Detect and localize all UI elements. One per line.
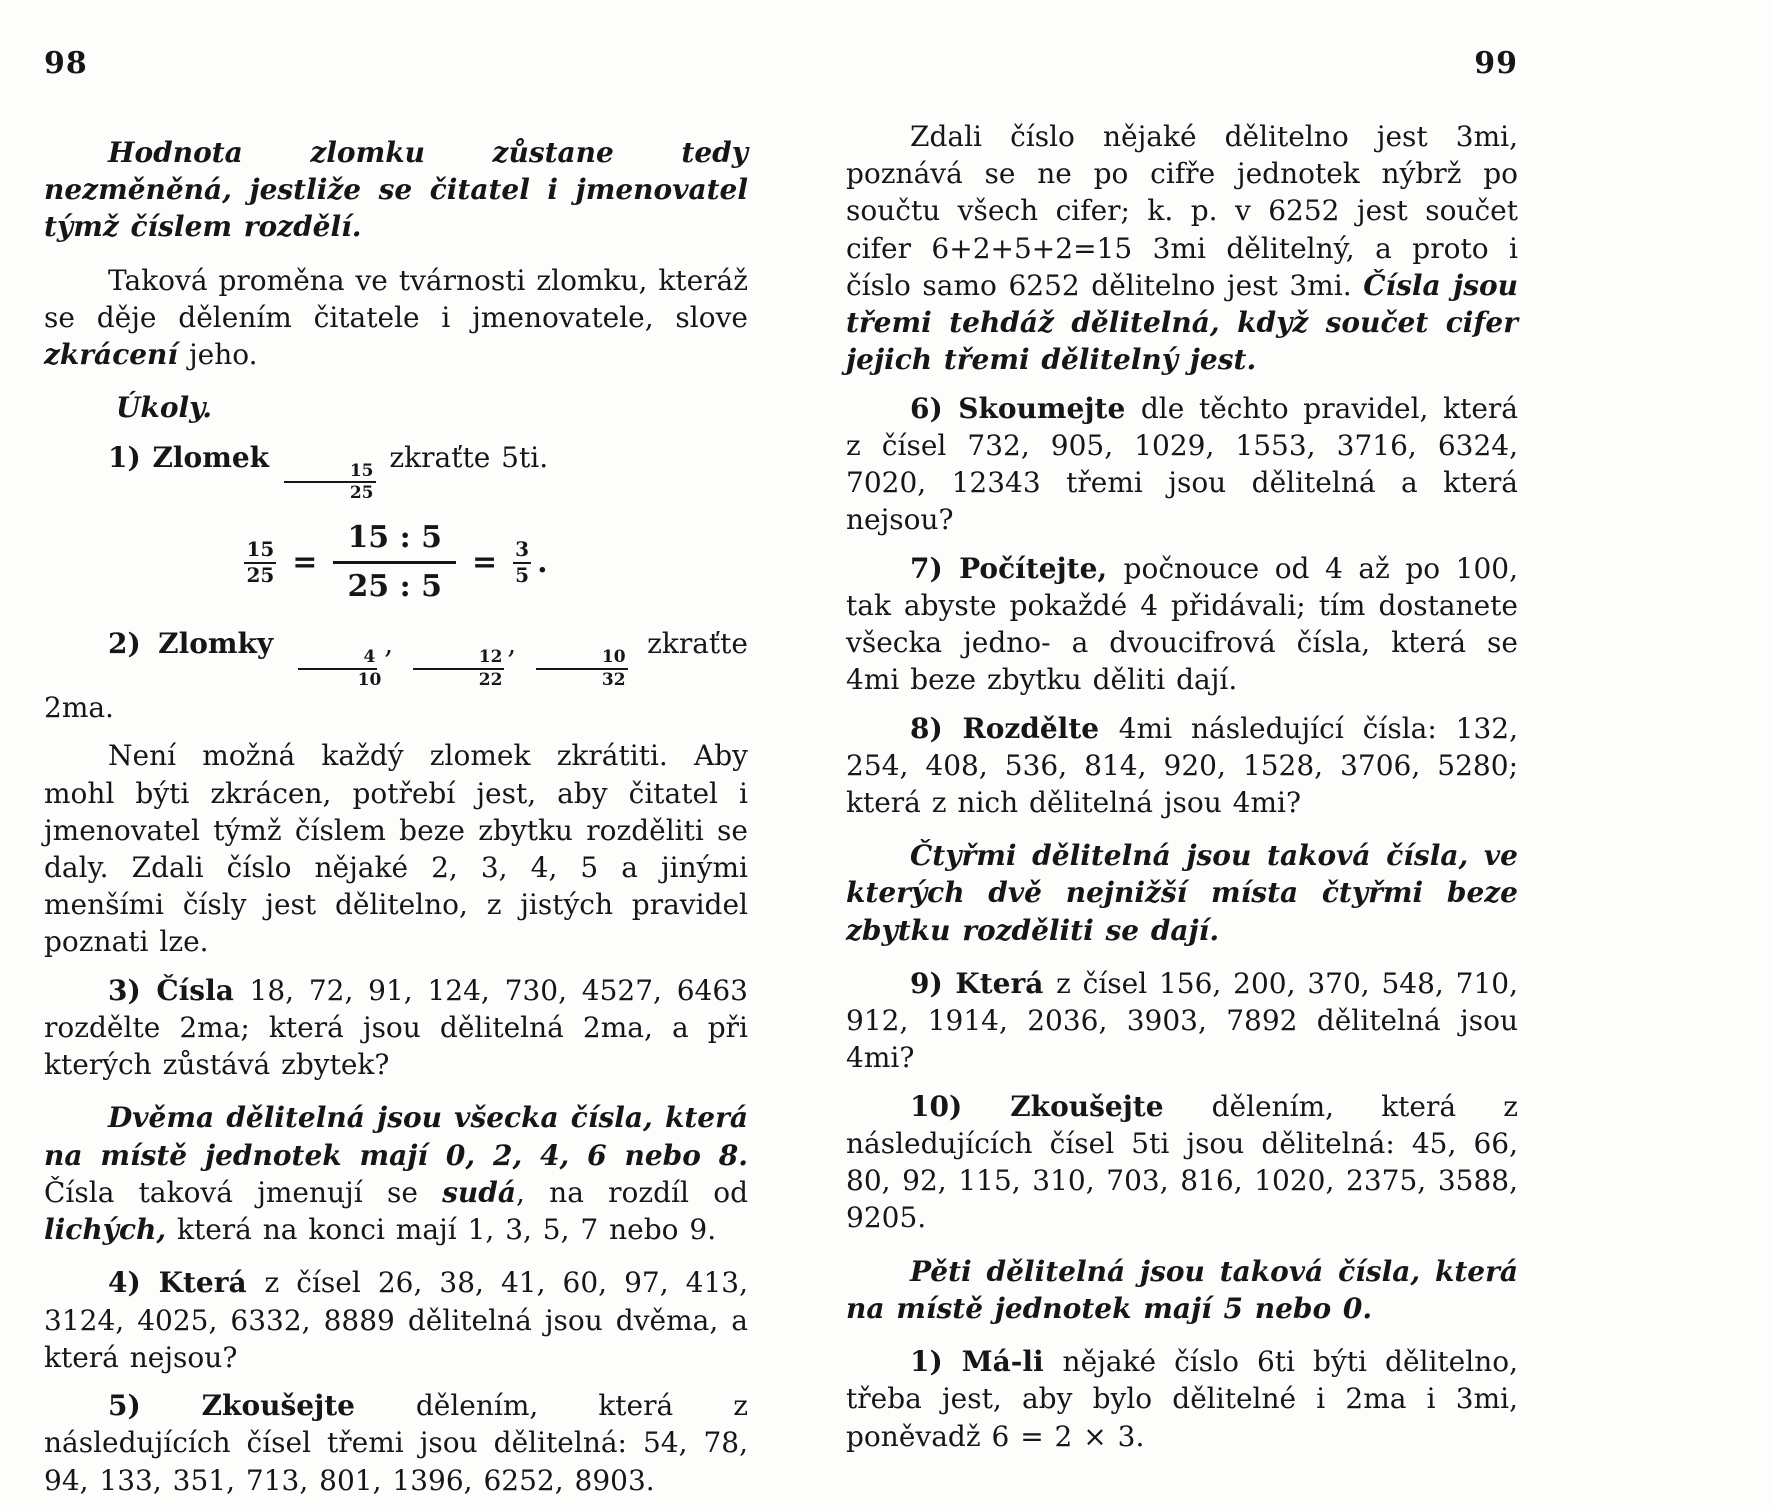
text-run: z čísel 156, 200, 370, 548, 710, 912, 1914, 2036, 3903, 7892 dělitelná jsou 4mi?	[846, 966, 1518, 1075]
exercise-8	[846, 710, 1518, 822]
text-run: zkraťte 2ma.	[44, 627, 748, 725]
text-run: Taková proměna ve tvárnosti zlomku, kteráž se děje dělením čitatele i jmenovatele, slove	[44, 263, 748, 334]
emphasized-text: Úkoly.	[116, 391, 212, 425]
reduction-equation	[44, 520, 748, 605]
rule-paragraph	[44, 134, 748, 246]
rule-paragraph	[846, 1253, 1518, 1327]
emphasized-text: Dvěma dělitelná jsou všecka čísla, která na místě jednotek mají 0, 2, 4, 6 nebo 8.	[44, 1101, 748, 1172]
body-paragraph	[44, 262, 748, 374]
emphasized-text: 9) Která	[910, 966, 1057, 1000]
rule-paragraph	[44, 1099, 748, 1248]
equals-sign: =	[292, 545, 318, 581]
fraction-numerator: 4	[298, 648, 378, 669]
text-run: , na rozdíl od	[516, 1175, 749, 1209]
equation-middle-fraction	[333, 520, 456, 605]
fraction-denominator: 25 : 5	[347, 569, 443, 605]
text-run: nějaké číslo 6ti býti dělitelno, třeba jest, aby bylo dělitelné i 2ma i 3mi, poněvadž 6 = 2 × 3.	[846, 1345, 1518, 1453]
text-run: 18, 72, 91, 124, 730, 4527, 6463 rozdělte 2ma; která jsou dělitelná 2ma, a při kterých zůstává zbytek?	[44, 973, 748, 1082]
equation-right-fraction	[513, 539, 531, 586]
exercise-3	[44, 972, 748, 1084]
emphasized-text: 10) Zkoušejte	[910, 1089, 1212, 1123]
equation-left-fraction	[244, 539, 276, 586]
inline-fraction	[413, 648, 505, 689]
emphasized-text: Čísla jsou třemi tehdáž dělitelná, když součet cifer jejich třemi dělitelný jest.	[846, 268, 1519, 377]
exercise-7	[846, 550, 1518, 699]
emphasized-text: Čtyřmi dělitelná jsou taková čísla, ve kterých dvě nejnižší místa čtyřmi beze zbytku rozděliti se dají.	[846, 839, 1518, 947]
emphasized-text: 3) Čísla	[108, 973, 250, 1007]
text-run: dle těchto pravidel, která z čísel 732, 905, 1029, 1553, 3716, 6324, 7020, 12343 třemi jsou dělitelná a která nejsou?	[846, 391, 1519, 537]
page-98-body	[44, 0, 748, 1499]
fraction-denominator: 25	[246, 562, 275, 587]
fraction-denominator: 32	[601, 669, 626, 690]
exercise-5	[44, 1387, 748, 1499]
emphasized-text: 5) Zkoušejte	[108, 1389, 416, 1423]
inline-fraction	[536, 648, 628, 689]
fraction-numerator: 10	[536, 648, 628, 669]
text-run: která na konci mají 1, 3, 5, 7 nebo 9.	[166, 1213, 717, 1247]
emphasized-text: 4) Která	[108, 1266, 265, 1300]
text-run: 4mi následující čísla: 132, 254, 408, 536, 814, 920, 1528, 3706, 5280; která z nich dělitelná jsou 4mi?	[846, 711, 1518, 819]
fraction-denominator: 22	[478, 669, 503, 690]
emphasized-text: zkrácení	[44, 338, 179, 372]
body-paragraph	[44, 737, 748, 960]
emphasized-text: Pěti dělitelná jsou taková čísla, která na místě jednotek mají 5 nebo 0.	[846, 1254, 1518, 1325]
fraction-numerator: 15	[244, 539, 276, 564]
emphasized-text: sudá	[442, 1175, 516, 1209]
fraction-numerator: 15	[284, 462, 376, 483]
exercise-1	[44, 439, 748, 503]
fraction-denominator: 5	[515, 562, 530, 587]
emphasized-text: 1) Zlomek	[108, 440, 281, 474]
emphasized-text: 6) Skoumejte	[910, 391, 1141, 425]
equals-sign: =	[472, 545, 498, 581]
emphasized-text: 8) Rozdělte	[910, 711, 1119, 745]
text-run: Zdali číslo nějaké dělitelno jest 3mi, poznává se ne po cifře jednotek nýbrž po součtu všech cifer; k. p. v 6252 jest součet cifer 6+2+5+2=15 3mi dělitelný, a proto i číslo samo 6252 dělitelno jest 3mi.	[846, 120, 1518, 302]
equation-period: .	[537, 545, 548, 581]
emphasized-text: 2) Zlomky	[108, 627, 291, 661]
text-run: počnouce od 4 až po 100, tak abyste pokaždé 4 přidávali; tím dostanete všecka jedno- a dvoucifrová čísla, která se 4mi beze zbytku děliti dají.	[846, 551, 1518, 697]
exercise-1b	[846, 1343, 1518, 1455]
page-number-right: 99	[1474, 46, 1518, 81]
emphasized-text: 7) Počítejte,	[910, 551, 1124, 585]
text-run: ,	[384, 627, 410, 661]
page-number-left: 98	[44, 46, 88, 81]
fraction-numerator: 3	[513, 539, 531, 564]
fraction-denominator: 10	[357, 669, 382, 690]
emphasized-text: lichých,	[44, 1213, 167, 1247]
emphasized-text: 1) Má-li	[910, 1345, 1063, 1379]
exercise-4	[44, 1264, 748, 1376]
page-99	[846, 0, 1518, 1466]
section-heading	[44, 389, 748, 426]
exercise-9	[846, 965, 1518, 1077]
exercise-2	[44, 625, 748, 726]
fraction-numerator: 12	[413, 648, 505, 669]
text-run: ,	[507, 627, 533, 661]
rule-paragraph	[846, 837, 1518, 949]
page-99-body	[846, 0, 1518, 1455]
fraction-numerator: 15 : 5	[333, 520, 456, 564]
text-run: dělením, která z následujících čísel třemi jsou dělitelná: 54, 78, 94, 133, 351, 713, 801, 1396, 6252, 8903.	[44, 1389, 748, 1497]
body-paragraph	[846, 118, 1518, 379]
inline-fraction	[294, 648, 382, 689]
text-run: Čísla taková jmenují se	[44, 1175, 443, 1209]
emphasized-text: Hodnota zlomku zůstane tedy nezměněná, jestliže se čitatel i jmenovatel týmž číslem rozdělí.	[44, 136, 748, 244]
exercise-6	[846, 390, 1518, 539]
page-98	[44, 0, 748, 1510]
fraction-denominator: 25	[349, 483, 374, 503]
text-run: dělením, která z následujících čísel 5ti jsou dělitelná: 45, 66, 80, 92, 115, 310, 703, 816, 1020, 2375, 3588, 9205.	[846, 1089, 1518, 1235]
text-run: z čísel 26, 38, 41, 60, 97, 413, 3124, 4025, 6332, 8889 dělitelná jsou dvěma, a která nejsou?	[44, 1266, 748, 1374]
text-run: jeho.	[178, 338, 258, 372]
exercise-10	[846, 1088, 1518, 1237]
text-run: Není možná každý zlomek zkrátiti. Aby mohl býti zkrácen, potřebí jest, aby čitatel i jmenovatel týmž číslem beze zbytku rozděliti se daly. Zdali číslo nějaké 2, 3, 4, 5 a jinými menšími čísly jest dělitelno, z jistých pravidel poznati lze.	[44, 739, 748, 959]
text-run: zkraťte 5ti.	[378, 440, 549, 474]
inline-fraction	[284, 462, 376, 503]
